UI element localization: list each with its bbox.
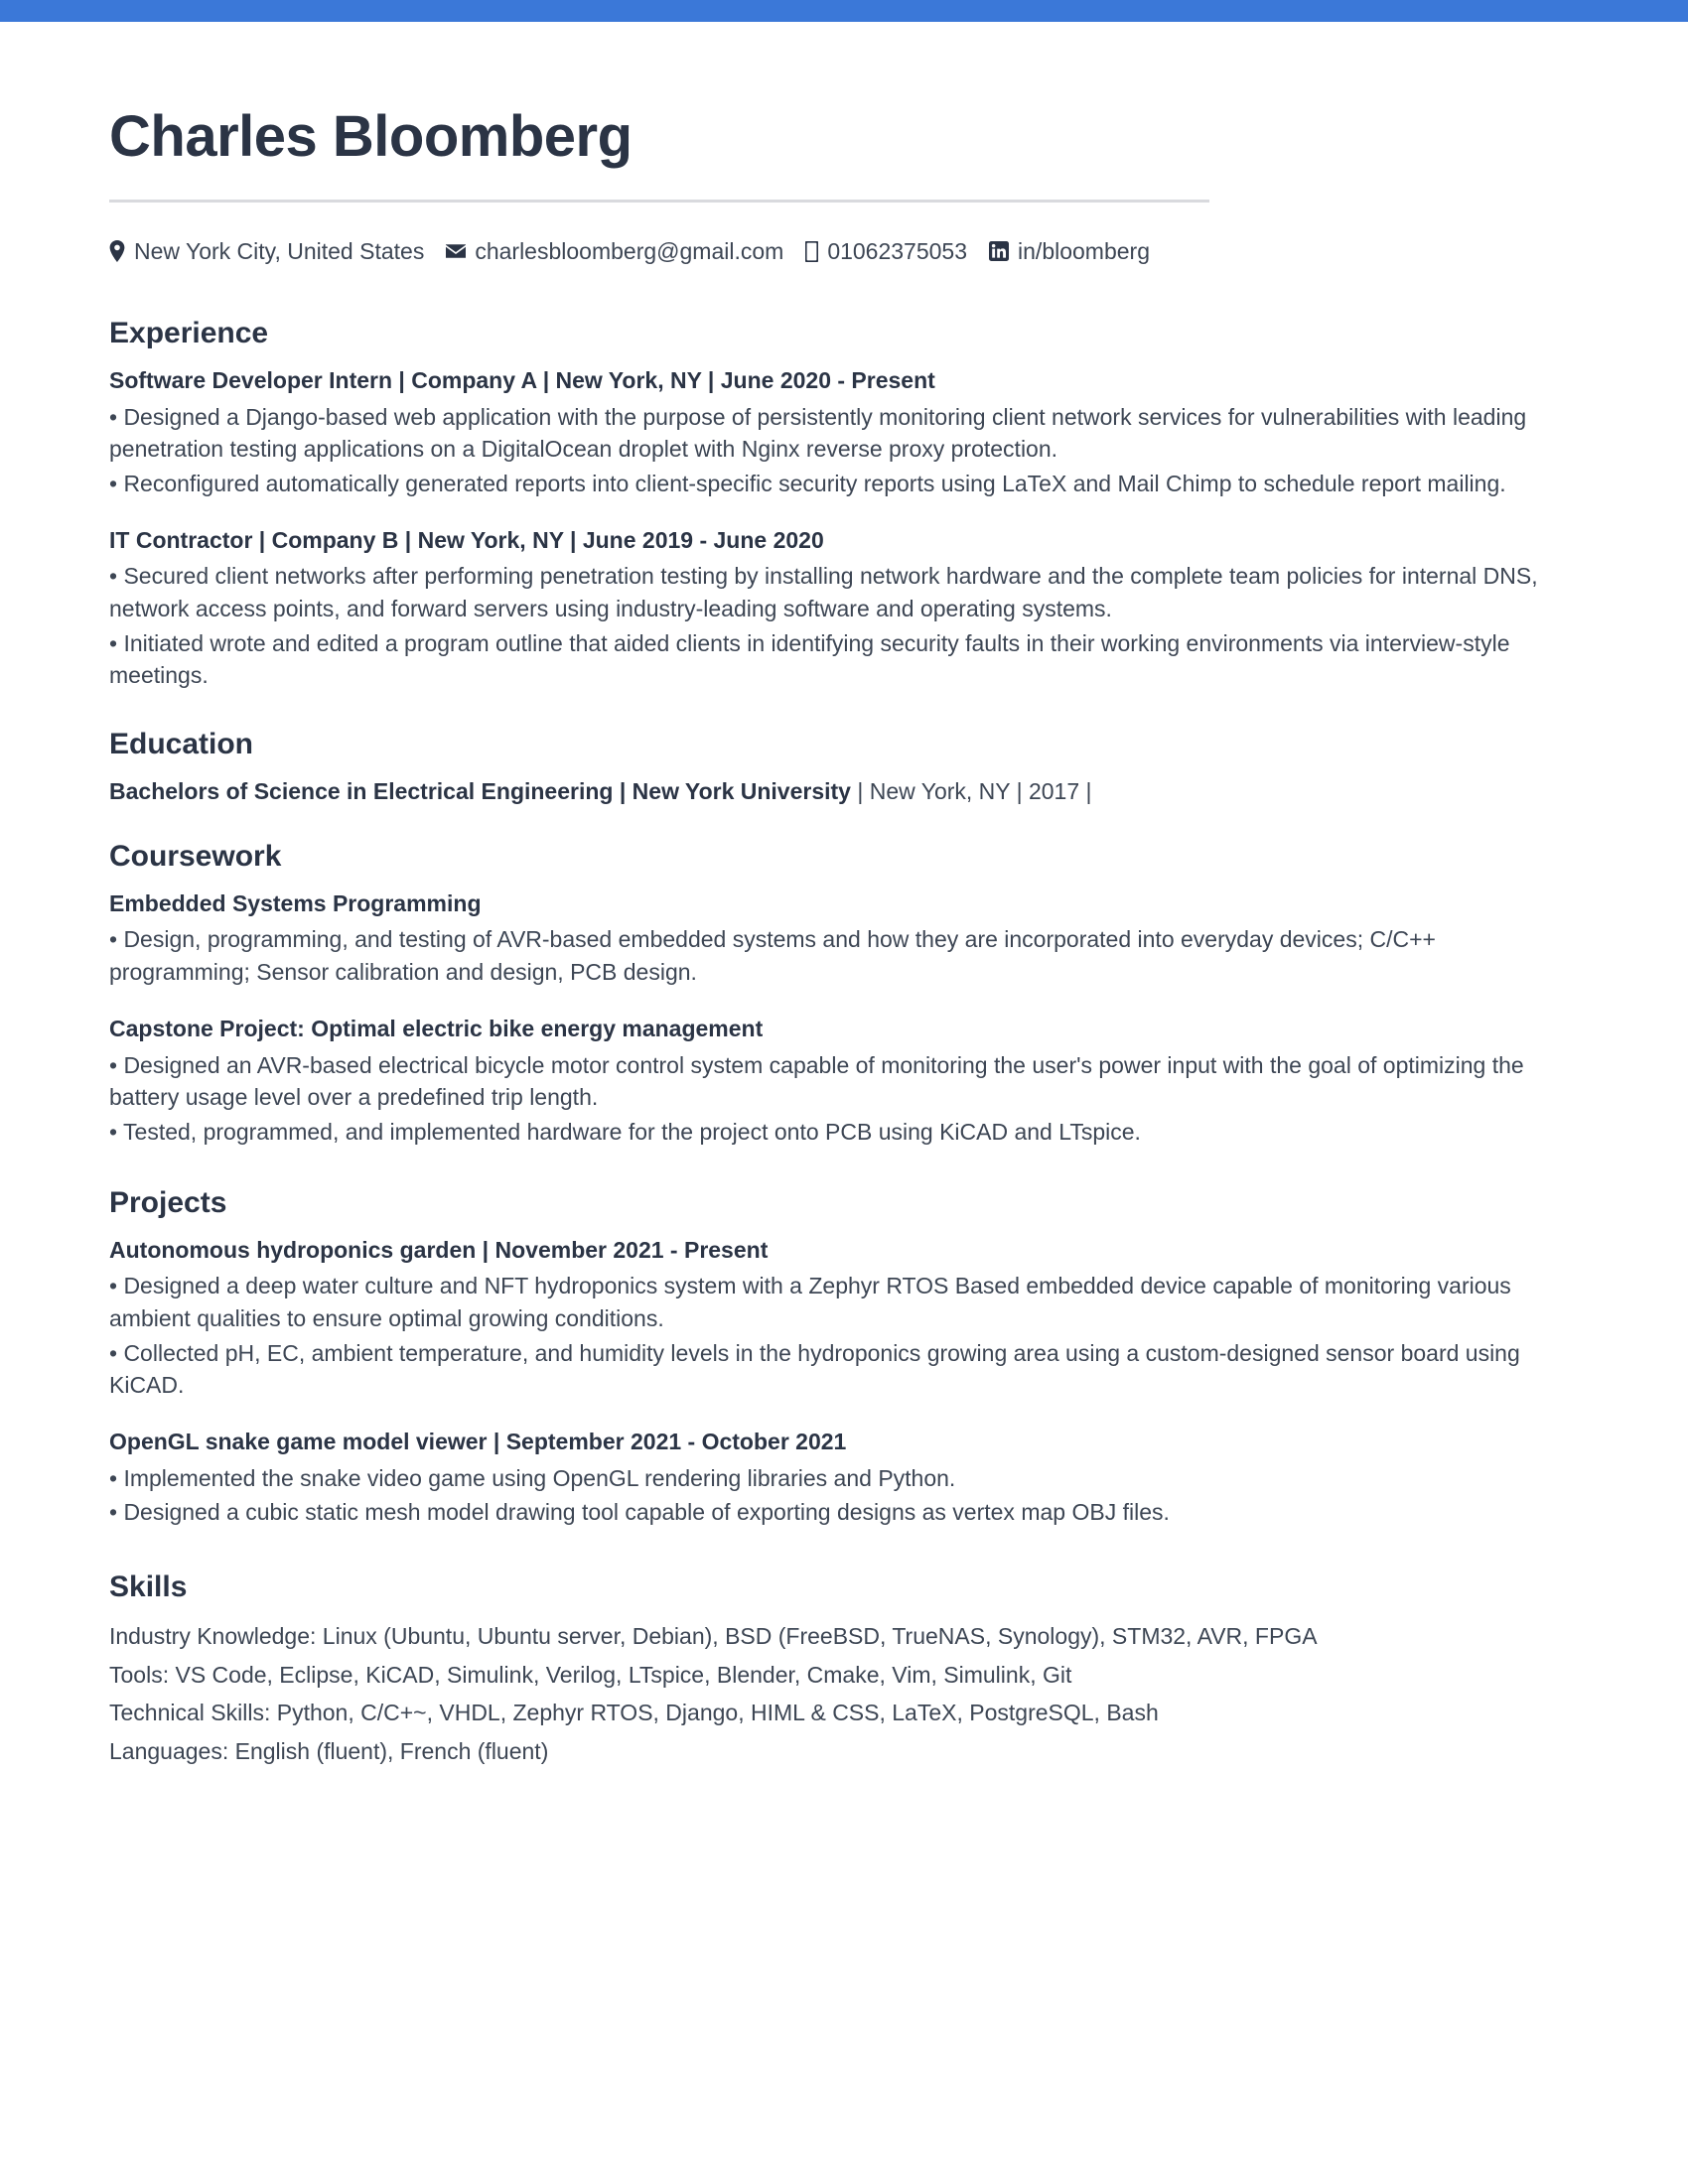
location-pin-icon (109, 240, 125, 262)
contact-row (109, 238, 1579, 265)
resume-page (0, 104, 1688, 1768)
section-title-coursework: Coursework (109, 839, 282, 873)
experience-bullet: • Designed a Django-based web application with the purpose of persistently monitoring client network services for vulnerabilities with leading penetration testing applications on a DigitalOcean droplet with Nginx reverse proxy protection. (109, 403, 1527, 463)
contact-location[interactable] (109, 238, 424, 265)
skills-industry-knowledge: Industry Knowledge: Linux (Ubuntu, Ubuntu server, Debian), BSD (FreeBSD, TrueNAS, Synology), STM32, AVR, FPGA (109, 1622, 1318, 1649)
section-title-skills: Skills (109, 1570, 188, 1603)
experience-bullet: • Secured client networks after performing penetration testing by installing network hardware and the complete team policies for internal DNS, network access points, and forward servers using industry-leading software and operating systems. (109, 563, 1538, 622)
contact-phone-text: 01062375053 (827, 237, 968, 264)
coursework-bullet: • Design, programming, and testing of AVR-based embedded systems and how they are incorporated into everyday devices; C/C++ programming; Sensor calibration and design, PCB design. (109, 926, 1436, 986)
project-bullet: • Collected pH, EC, ambient temperature, and humidity levels in the hydroponics growing area using a custom-designed sensor board using KiCAD. (109, 1339, 1520, 1399)
section-experience (109, 317, 1579, 692)
contact-linkedin-text: in/bloomberg (1018, 237, 1150, 264)
page-title: Charles Bloomberg (109, 104, 633, 169)
section-title-education: Education (109, 727, 254, 760)
project-bullet: • Designed a cubic static mesh model drawing tool capable of exporting designs as vertex map OBJ files. (109, 1499, 1170, 1526)
section-skills (109, 1570, 1579, 1768)
coursework-entry-heading: Capstone Project: Optimal electric bike energy management (109, 1015, 764, 1041)
section-education (109, 728, 1579, 806)
experience-entry-heading: IT Contractor | Company B | New York, NY | June 2019 - June 2020 (109, 526, 824, 553)
contact-email[interactable] (446, 238, 783, 265)
contact-location-text: New York City, United States (134, 237, 425, 264)
mobile-phone-icon (805, 241, 818, 262)
education-details: | New York, NY | 2017 | (850, 777, 1092, 804)
linkedin-icon (989, 241, 1009, 261)
skills-languages: Languages: English (fluent), French (fluent) (109, 1737, 549, 1764)
coursework-entry (109, 889, 1579, 989)
contact-email-text: charlesbloomberg@gmail.com (475, 237, 784, 264)
experience-entry-heading: Software Developer Intern | Company A | New York, NY | June 2020 - Present (109, 366, 935, 393)
section-title-projects: Projects (109, 1185, 227, 1219)
experience-entry (109, 526, 1579, 692)
project-entry (109, 1236, 1579, 1402)
experience-bullet: • Initiated wrote and edited a program outline that aided clients in identifying security faults in their working environments via interview-style meetings. (109, 629, 1510, 689)
project-bullet: • Implemented the snake video game using OpenGL rendering libraries and Python. (109, 1464, 956, 1491)
contact-phone[interactable] (805, 238, 967, 265)
skills-tools: Tools: VS Code, Eclipse, KiCAD, Simulink, Verilog, LTspice, Blender, Cmake, Vim, Simulink, Git (109, 1661, 1072, 1688)
education-degree: Bachelors of Science in Electrical Engineering | New York University (109, 777, 851, 804)
top-accent-bar (0, 0, 1688, 22)
coursework-bullet: • Designed an AVR-based electrical bicycle motor control system capable of monitoring the user's power input with the goal of optimizing the battery usage level over a predefined trip length. (109, 1051, 1524, 1111)
project-entry-heading: Autonomous hydroponics garden | November 2021 - Present (109, 1236, 769, 1263)
envelope-icon (446, 243, 466, 259)
coursework-entry (109, 1015, 1579, 1149)
project-bullet: • Designed a deep water culture and NFT hydroponics system with a Zephyr RTOS Based embedded device capable of monitoring various ambient qualities to ensure optimal growing conditions. (109, 1273, 1511, 1331)
header-divider (109, 200, 1209, 203)
skills-technical: Technical Skills: Python, C/C+~, VHDL, Zephyr RTOS, Django, HIML & CSS, LaTeX, PostgreSQL, Bash (109, 1700, 1159, 1726)
education-entry (109, 777, 1579, 806)
coursework-entry-heading: Embedded Systems Programming (109, 889, 482, 916)
coursework-bullet: • Tested, programmed, and implemented hardware for the project onto PCB using KiCAD and LTspice. (109, 1118, 1141, 1145)
project-entry (109, 1428, 1579, 1529)
experience-bullet: • Reconfigured automatically generated reports into client-specific security reports using LaTeX and Mail Chimp to schedule report mailing. (109, 470, 1506, 496)
section-coursework (109, 840, 1579, 1149)
experience-entry (109, 366, 1579, 500)
section-title-experience: Experience (109, 316, 269, 349)
contact-linkedin[interactable] (989, 238, 1150, 265)
section-projects (109, 1186, 1579, 1529)
project-entry-heading: OpenGL snake game model viewer | September 2021 - October 2021 (109, 1428, 847, 1454)
